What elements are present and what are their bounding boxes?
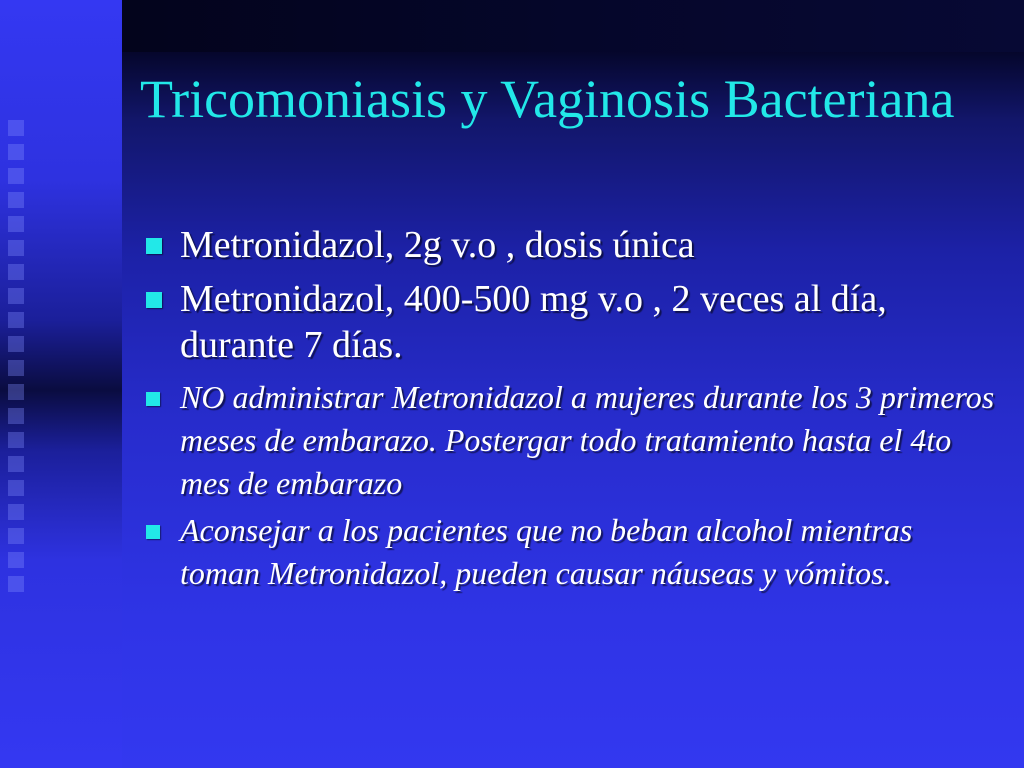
square-ornament bbox=[8, 552, 24, 568]
square-ornament bbox=[8, 456, 24, 472]
square-ornament bbox=[8, 528, 24, 544]
left-decorative-band bbox=[0, 0, 122, 768]
square-ornament bbox=[8, 504, 24, 520]
square-bullet-icon bbox=[146, 238, 162, 254]
square-ornament bbox=[8, 360, 24, 376]
square-bullet-icon bbox=[146, 292, 162, 308]
square-ornament bbox=[8, 576, 24, 592]
bullet-text: Metronidazol, 400-500 mg v.o , 2 veces al día, durante 7 días. bbox=[180, 278, 887, 366]
bullet-item bbox=[140, 509, 1000, 595]
square-bullet-icon bbox=[146, 392, 160, 406]
square-ornament bbox=[8, 192, 24, 208]
bullet-text: Metronidazol, 2g v.o , dosis única bbox=[180, 224, 695, 266]
bullet-text: Aconsejar a los pacientes que no beban alcohol mientras toman Metronidazol, pueden causar náuseas y vómitos. bbox=[180, 512, 913, 591]
square-bullet-icon bbox=[146, 525, 160, 539]
bullet-item bbox=[140, 376, 1000, 505]
square-ornament bbox=[8, 480, 24, 496]
square-ornament bbox=[8, 384, 24, 400]
bullet-item bbox=[140, 276, 1000, 368]
square-ornament bbox=[8, 168, 24, 184]
decorative-squares bbox=[8, 120, 28, 660]
square-ornament bbox=[8, 264, 24, 280]
square-ornament bbox=[8, 432, 24, 448]
square-ornament bbox=[8, 288, 24, 304]
square-ornament bbox=[8, 240, 24, 256]
top-decorative-band bbox=[122, 0, 1024, 52]
slide-title: Tricomoniasis y Vaginosis Bacteriana bbox=[140, 69, 955, 129]
bullet-text: NO administrar Metronidazol a mujeres durante los 3 primeros meses de embarazo. Postergar todo tratamiento hasta el 4to mes de embarazo bbox=[180, 379, 995, 501]
square-ornament bbox=[8, 408, 24, 424]
square-ornament bbox=[8, 120, 24, 136]
square-ornament bbox=[8, 312, 24, 328]
square-ornament bbox=[8, 336, 24, 352]
square-ornament bbox=[8, 216, 24, 232]
bullet-item bbox=[140, 222, 1000, 268]
square-ornament bbox=[8, 144, 24, 160]
bullet-list bbox=[140, 222, 1000, 599]
